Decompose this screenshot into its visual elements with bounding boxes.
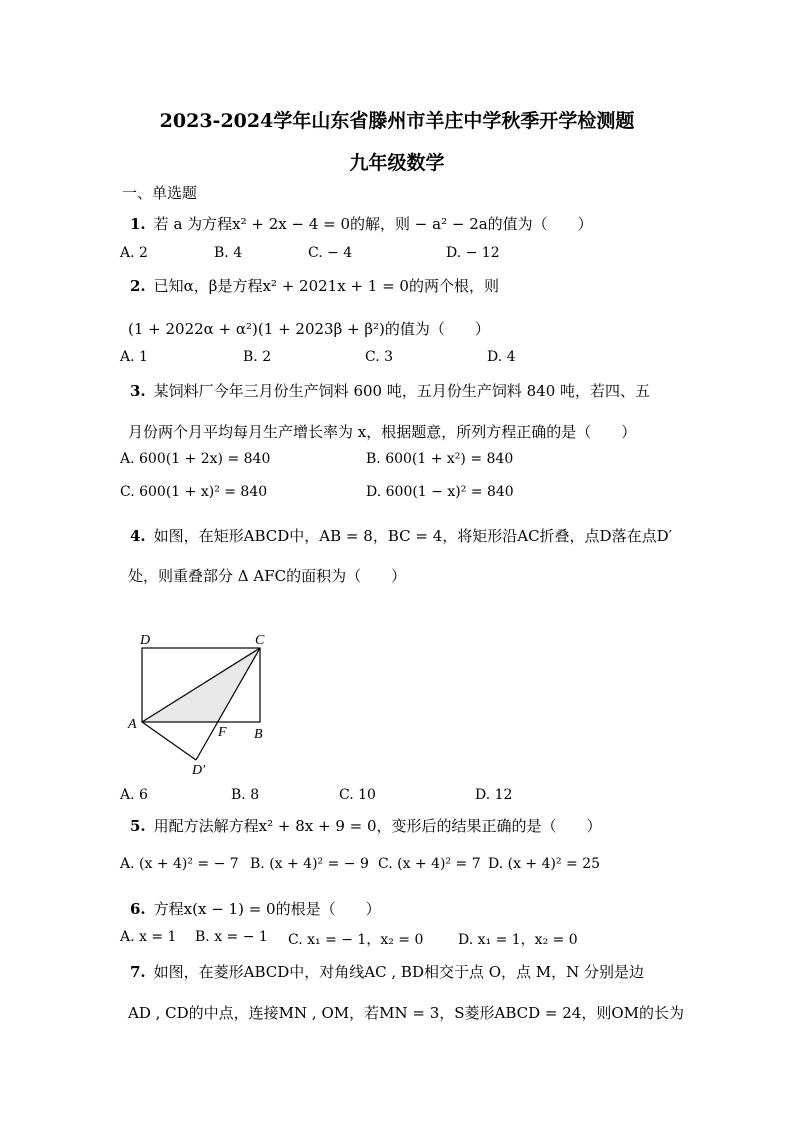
q1-option-c: C. − 4 [308, 245, 353, 261]
question-3-line2: 月份两个月平均每月生产增长率为 x，根据题意，所列方程正确的是（ ） [128, 423, 637, 441]
question-1 [130, 213, 593, 234]
question-number: 3. [130, 382, 146, 400]
question-7-line2: AD , CD的中点，连接MN , OM，若MN = 3，S菱形ABCD = 24，则OM的长为 [128, 1004, 685, 1022]
q2-option-a: A. 1 [120, 349, 148, 365]
question-4 [130, 525, 672, 546]
q4-option-a: A. 6 [120, 787, 148, 803]
question-6 [130, 898, 381, 919]
question-text: 已知α，β是方程x² + 2021x + 1 = 0的两个根，则 [153, 277, 499, 295]
label-f: F [218, 725, 227, 740]
question-number: 1. [130, 215, 146, 233]
q5-option-d: D. (x + 4)² = 25 [488, 856, 601, 872]
q3-option-b: B. 600(1 + x²) = 840 [366, 451, 514, 467]
question-7 [130, 961, 644, 982]
q1-option-a: A. 2 [120, 245, 148, 261]
q4-option-c: C. 10 [339, 787, 376, 803]
q2-option-c: C. 3 [365, 349, 394, 365]
question-number: 4. [130, 527, 146, 545]
question-text: 用配方法解方程x² + 8x + 9 = 0，变形后的结果正确的是（ ） [153, 817, 602, 835]
question-2-line2: (1 + 2022α + α²)(1 + 2023β + β²)的值为（ ） [128, 320, 490, 338]
question-text: 若 a 为方程x² + 2x − 4 = 0的解，则 − a² − 2a的值为（ ） [153, 215, 593, 233]
label-c: C [255, 633, 265, 648]
q5-option-b: B. (x + 4)² = − 9 [250, 856, 369, 872]
q1-option-b: B. 4 [214, 245, 243, 261]
q3-option-c: C. 600(1 + x)² = 840 [120, 484, 268, 500]
q1-option-d: D. − 12 [446, 245, 500, 261]
q4-option-b: B. 8 [231, 787, 260, 803]
question-text: 某饲料厂今年三月份生产饲料 600 吨，五月份生产饲料 840 吨，若四、五 [153, 382, 651, 400]
question-text: 方程x(x − 1) = 0的根是（ ） [153, 900, 381, 918]
question-2 [130, 275, 499, 296]
rectangle-fold-figure [120, 630, 290, 780]
question-3 [130, 380, 650, 401]
label-d-prime: D′ [192, 763, 206, 778]
section-heading: 一、单选题 [122, 184, 198, 202]
question-number: 7. [130, 963, 146, 981]
question-number: 5. [130, 817, 146, 835]
q6-option-a: A. x = 1 [120, 929, 177, 945]
label-b: B [254, 727, 263, 742]
page-title: 2023-2024学年山东省滕州市羊庄中学秋季开学检测题 [159, 110, 635, 132]
q3-option-d: D. 600(1 − x)² = 840 [366, 484, 514, 500]
q5-option-c: C. (x + 4)² = 7 [378, 856, 481, 872]
q2-option-d: D. 4 [487, 349, 516, 365]
question-4-line2: 处，则重叠部分 Δ AFC的面积为（ ） [128, 567, 407, 585]
label-a: A [128, 717, 137, 732]
question-5 [130, 815, 602, 836]
q4-option-d: D. 12 [475, 787, 513, 803]
question-number: 6. [130, 900, 146, 918]
question-text: 如图，在菱形ABCD中，对角线AC , BD相交于点 O，点 M，N 分别是边 [153, 963, 645, 981]
q6-option-d: D. x₁ = 1，x₂ = 0 [458, 932, 578, 948]
question-number: 2. [130, 277, 146, 295]
q3-option-a: A. 600(1 + 2x) = 840 [120, 451, 271, 467]
q5-option-a: A. (x + 4)² = − 7 [120, 856, 239, 872]
q2-option-b: B. 2 [243, 349, 272, 365]
segment-ad-prime [142, 722, 196, 760]
label-d: D [140, 633, 151, 648]
question-text: 如图，在矩形ABCD中，AB = 8，BC = 4，将矩形沿AC折叠，点D落在点D′ [153, 527, 673, 545]
q6-option-c: C. x₁ = − 1，x₂ = 0 [288, 932, 424, 948]
page-subtitle: 九年级数学 [349, 152, 445, 174]
q6-option-b: B. x = − 1 [195, 929, 268, 945]
